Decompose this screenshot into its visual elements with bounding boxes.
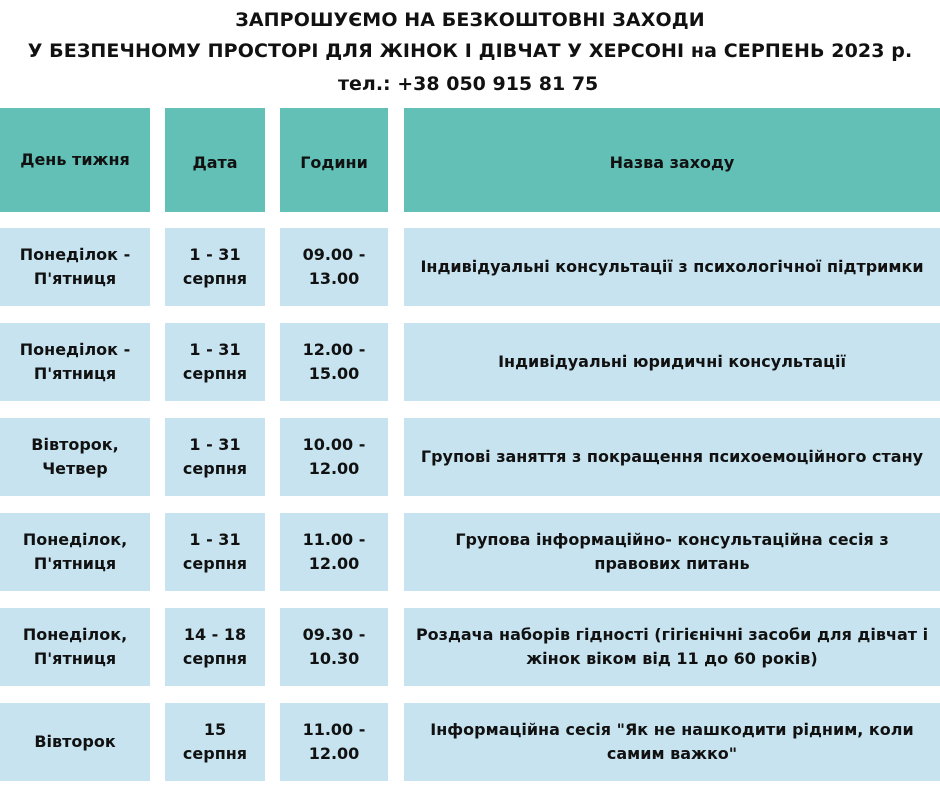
row-5-day-line-1: Понеділок, [22, 625, 128, 644]
row-3-hours-line-2: 12.00 [308, 459, 360, 478]
row-3-event-line-1: Групові заняття з покращення психоемоційного стану [420, 447, 924, 466]
row-5-event-line-1: Роздача наборів гідності (гігієнічні засоби для дівчат і [415, 625, 929, 644]
table-row-5-hours [280, 608, 388, 686]
table-row-1-date [165, 228, 265, 306]
row-3-day-line-2: Четвер [42, 459, 108, 478]
row-4-date-line-1: 1 - 31 [189, 530, 241, 549]
column-header-date [165, 108, 265, 212]
table-row-3-event [404, 418, 940, 496]
table-row-1-event [404, 228, 940, 306]
table-row-6-event [404, 703, 940, 781]
column-header-date-label: Дата [192, 153, 238, 172]
poster-title-line-1: ЗАПРОШУЄМО НА БЕЗКОШТОВНІ ЗАХОДИ [235, 9, 705, 31]
row-3-hours-line-1: 10.00 - [302, 435, 366, 454]
row-6-event-line-1: Інформаційна сесія "Як не нашкодити рідним, коли [430, 720, 914, 739]
row-1-day-line-1: Понеділок - [19, 245, 131, 264]
table-row-2-date [165, 323, 265, 401]
row-3-date-line-1: 1 - 31 [189, 435, 241, 454]
table-row-3-hours [280, 418, 388, 496]
row-2-day-line-1: Понеділок - [19, 340, 131, 359]
row-5-event-line-2: жінок віком від 11 до 60 років) [526, 649, 818, 668]
table-row-4-event [404, 513, 940, 591]
column-header-event [404, 108, 940, 212]
row-2-date-line-1: 1 - 31 [189, 340, 241, 359]
table-row-5-date [165, 608, 265, 686]
row-6-date-line-1: 15 [203, 720, 227, 739]
row-4-hours-line-2: 12.00 [308, 554, 360, 573]
table-row-1-day [0, 228, 150, 306]
row-1-date-line-1: 1 - 31 [189, 245, 241, 264]
row-6-hours-line-1: 11.00 - [302, 720, 366, 739]
table-row-6-date [165, 703, 265, 781]
table-row-2-day [0, 323, 150, 401]
table-row-1-hours [280, 228, 388, 306]
row-6-hours-line-2: 12.00 [308, 744, 360, 763]
row-5-hours-line-1: 09.30 - [302, 625, 366, 644]
table-row-4-hours [280, 513, 388, 591]
table-row-4-day [0, 513, 150, 591]
column-header-hours [280, 108, 388, 212]
table-row-6-day [0, 703, 150, 781]
row-5-hours-line-2: 10.30 [308, 649, 360, 668]
row-3-date-line-2: серпня [182, 459, 248, 478]
table-row-2-hours [280, 323, 388, 401]
row-4-event-line-1: Групова інформаційно- консультаційна сесія з [455, 530, 889, 549]
row-1-hours-line-2: 13.00 [308, 269, 360, 288]
row-4-date-line-2: серпня [182, 554, 248, 573]
row-6-event-line-2: самим важко" [606, 744, 738, 763]
column-header-day [0, 108, 150, 212]
row-2-event-line-1: Індивідуальні юридичні консультації [498, 352, 846, 371]
column-header-event-label: Назва заходу [609, 153, 735, 172]
row-1-hours-line-1: 09.00 - [302, 245, 366, 264]
row-6-day-line-1: Вівторок [34, 732, 116, 751]
row-5-day-line-2: П'ятниця [33, 649, 117, 668]
row-1-date-line-2: серпня [182, 269, 248, 288]
row-5-date-line-2: серпня [182, 649, 248, 668]
table-row-3-date [165, 418, 265, 496]
row-1-day-line-2: П'ятниця [33, 269, 117, 288]
row-2-hours-line-1: 12.00 - [302, 340, 366, 359]
table-row-5-day [0, 608, 150, 686]
row-3-day-line-1: Вівторок, [31, 435, 119, 454]
table-row-2-event [404, 323, 940, 401]
phone-number: тел.: +38 050 915 81 75 [338, 73, 599, 95]
row-2-hours-line-2: 15.00 [308, 364, 360, 383]
column-header-day-label: День тижня [20, 150, 130, 169]
row-6-date-line-2: серпня [182, 744, 248, 763]
row-4-event-line-2: правових питань [594, 554, 750, 573]
row-4-day-line-1: Понеділок, [22, 530, 128, 549]
row-1-event-line-1: Індивідуальні консультації з психологічної підтримки [420, 257, 924, 276]
row-2-date-line-2: серпня [182, 364, 248, 383]
row-4-day-line-2: П'ятниця [33, 554, 117, 573]
table-row-4-date [165, 513, 265, 591]
poster-title-line-2: У БЕЗПЕЧНОМУ ПРОСТОРІ ДЛЯ ЖІНОК І ДІВЧАТ У ХЕРСОНІ на СЕРПЕНЬ 2023 р. [27, 40, 913, 62]
column-header-hours-label: Години [300, 153, 368, 172]
table-row-6-hours [280, 703, 388, 781]
table-row-5-event [404, 608, 940, 686]
row-2-day-line-2: П'ятниця [33, 364, 117, 383]
row-4-hours-line-1: 11.00 - [302, 530, 366, 549]
row-5-date-line-1: 14 - 18 [183, 625, 247, 644]
table-row-3-day [0, 418, 150, 496]
